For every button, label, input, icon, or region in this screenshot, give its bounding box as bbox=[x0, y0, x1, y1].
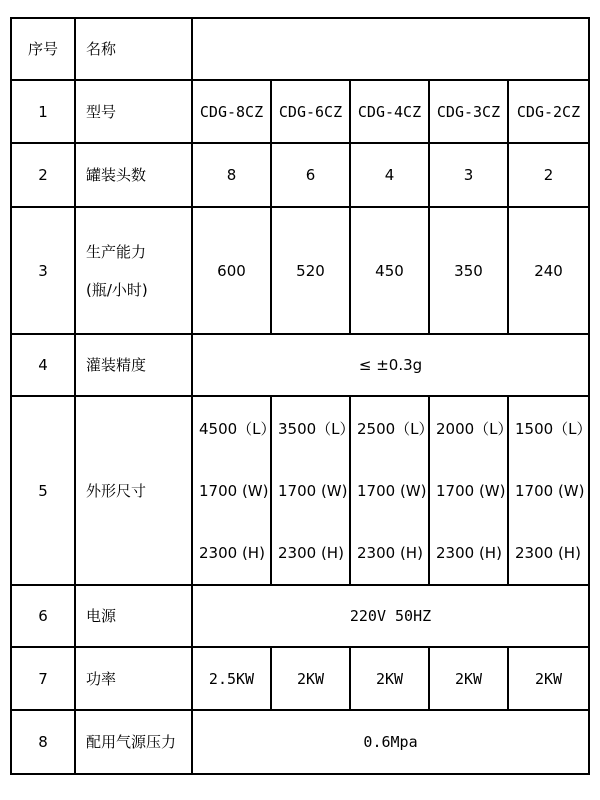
heads-cell: 8 bbox=[192, 143, 271, 207]
row-seq: 6 bbox=[11, 585, 75, 647]
model-cell: CDG-2CZ bbox=[508, 80, 589, 143]
dim-length: 1500（L） bbox=[515, 419, 592, 438]
dim-height: 2300 (H) bbox=[515, 543, 581, 562]
model-cell: CDG-8CZ bbox=[192, 80, 271, 143]
heads-cell: 6 bbox=[271, 143, 350, 207]
spec-table bbox=[10, 17, 590, 775]
capacity-cell: 240 bbox=[508, 207, 589, 334]
row-accuracy bbox=[11, 334, 589, 396]
capacity-cell: 600 bbox=[192, 207, 271, 334]
heads-cell: 3 bbox=[429, 143, 508, 207]
row-air-pressure bbox=[11, 710, 589, 774]
dim-height: 2300 (H) bbox=[199, 543, 265, 562]
row-seq: 3 bbox=[11, 207, 75, 334]
row-heads bbox=[11, 143, 589, 207]
power-cell: 2KW bbox=[271, 647, 350, 710]
capacity-cell: 350 bbox=[429, 207, 508, 334]
row-label: 外形尺寸 bbox=[75, 396, 192, 585]
dim-height: 2300 (H) bbox=[278, 543, 344, 562]
row-label: 配用气源压力 bbox=[75, 710, 192, 774]
row-model bbox=[11, 80, 589, 143]
dim-height: 2300 (H) bbox=[436, 543, 502, 562]
row-label: 灌装精度 bbox=[75, 334, 192, 396]
power-cell: 2KW bbox=[429, 647, 508, 710]
row-seq: 7 bbox=[11, 647, 75, 710]
row-seq: 5 bbox=[11, 396, 75, 585]
power-cell: 2KW bbox=[508, 647, 589, 710]
dim-length: 4500（L） bbox=[199, 419, 276, 438]
row-label: 型号 bbox=[75, 80, 192, 143]
air-pressure-value: 0.6Mpa bbox=[192, 710, 589, 774]
dims-cell bbox=[429, 396, 513, 585]
row-label: 功率 bbox=[75, 647, 192, 710]
dim-width: 1700 (W) bbox=[357, 481, 427, 500]
row-power bbox=[11, 647, 589, 710]
row-label bbox=[75, 207, 192, 334]
capacity-cell: 520 bbox=[271, 207, 350, 334]
heads-cell: 2 bbox=[508, 143, 589, 207]
model-cell: CDG-6CZ bbox=[271, 80, 350, 143]
dim-length: 3500（L） bbox=[278, 419, 355, 438]
dim-width: 1700 (W) bbox=[199, 481, 269, 500]
row-seq: 1 bbox=[11, 80, 75, 143]
row-seq: 2 bbox=[11, 143, 75, 207]
row-capacity bbox=[11, 207, 589, 334]
dim-width: 1700 (W) bbox=[515, 481, 585, 500]
dim-width: 1700 (W) bbox=[436, 481, 506, 500]
row-label: 电源 bbox=[75, 585, 192, 647]
row-dimensions bbox=[11, 396, 589, 585]
dim-width: 1700 (W) bbox=[278, 481, 348, 500]
header-seq: 序号 bbox=[11, 18, 75, 80]
row-label: 罐装头数 bbox=[75, 143, 192, 207]
header-row bbox=[11, 18, 589, 80]
model-cell: CDG-3CZ bbox=[429, 80, 508, 143]
model-cell: CDG-4CZ bbox=[350, 80, 429, 143]
power-supply-value: 220V 50HZ bbox=[192, 585, 589, 647]
label-line: 生产能力 bbox=[86, 242, 147, 261]
dims-cell bbox=[350, 396, 434, 585]
dim-length: 2500（L） bbox=[357, 419, 434, 438]
dims-cell bbox=[192, 396, 276, 585]
capacity-cell: 450 bbox=[350, 207, 429, 334]
dim-height: 2300 (H) bbox=[357, 543, 423, 562]
row-power-supply bbox=[11, 585, 589, 647]
dim-length: 2000（L） bbox=[436, 419, 513, 438]
header-blank bbox=[192, 18, 589, 80]
power-cell: 2.5KW bbox=[192, 647, 271, 710]
row-seq: 8 bbox=[11, 710, 75, 774]
dims-cell bbox=[271, 396, 355, 585]
label-line: (瓶/小时) bbox=[86, 280, 148, 299]
power-cell: 2KW bbox=[350, 647, 429, 710]
dims-cell bbox=[508, 396, 592, 585]
header-name: 名称 bbox=[75, 18, 192, 80]
row-seq: 4 bbox=[11, 334, 75, 396]
accuracy-value: ≤ ±0.3g bbox=[192, 334, 589, 396]
heads-cell: 4 bbox=[350, 143, 429, 207]
